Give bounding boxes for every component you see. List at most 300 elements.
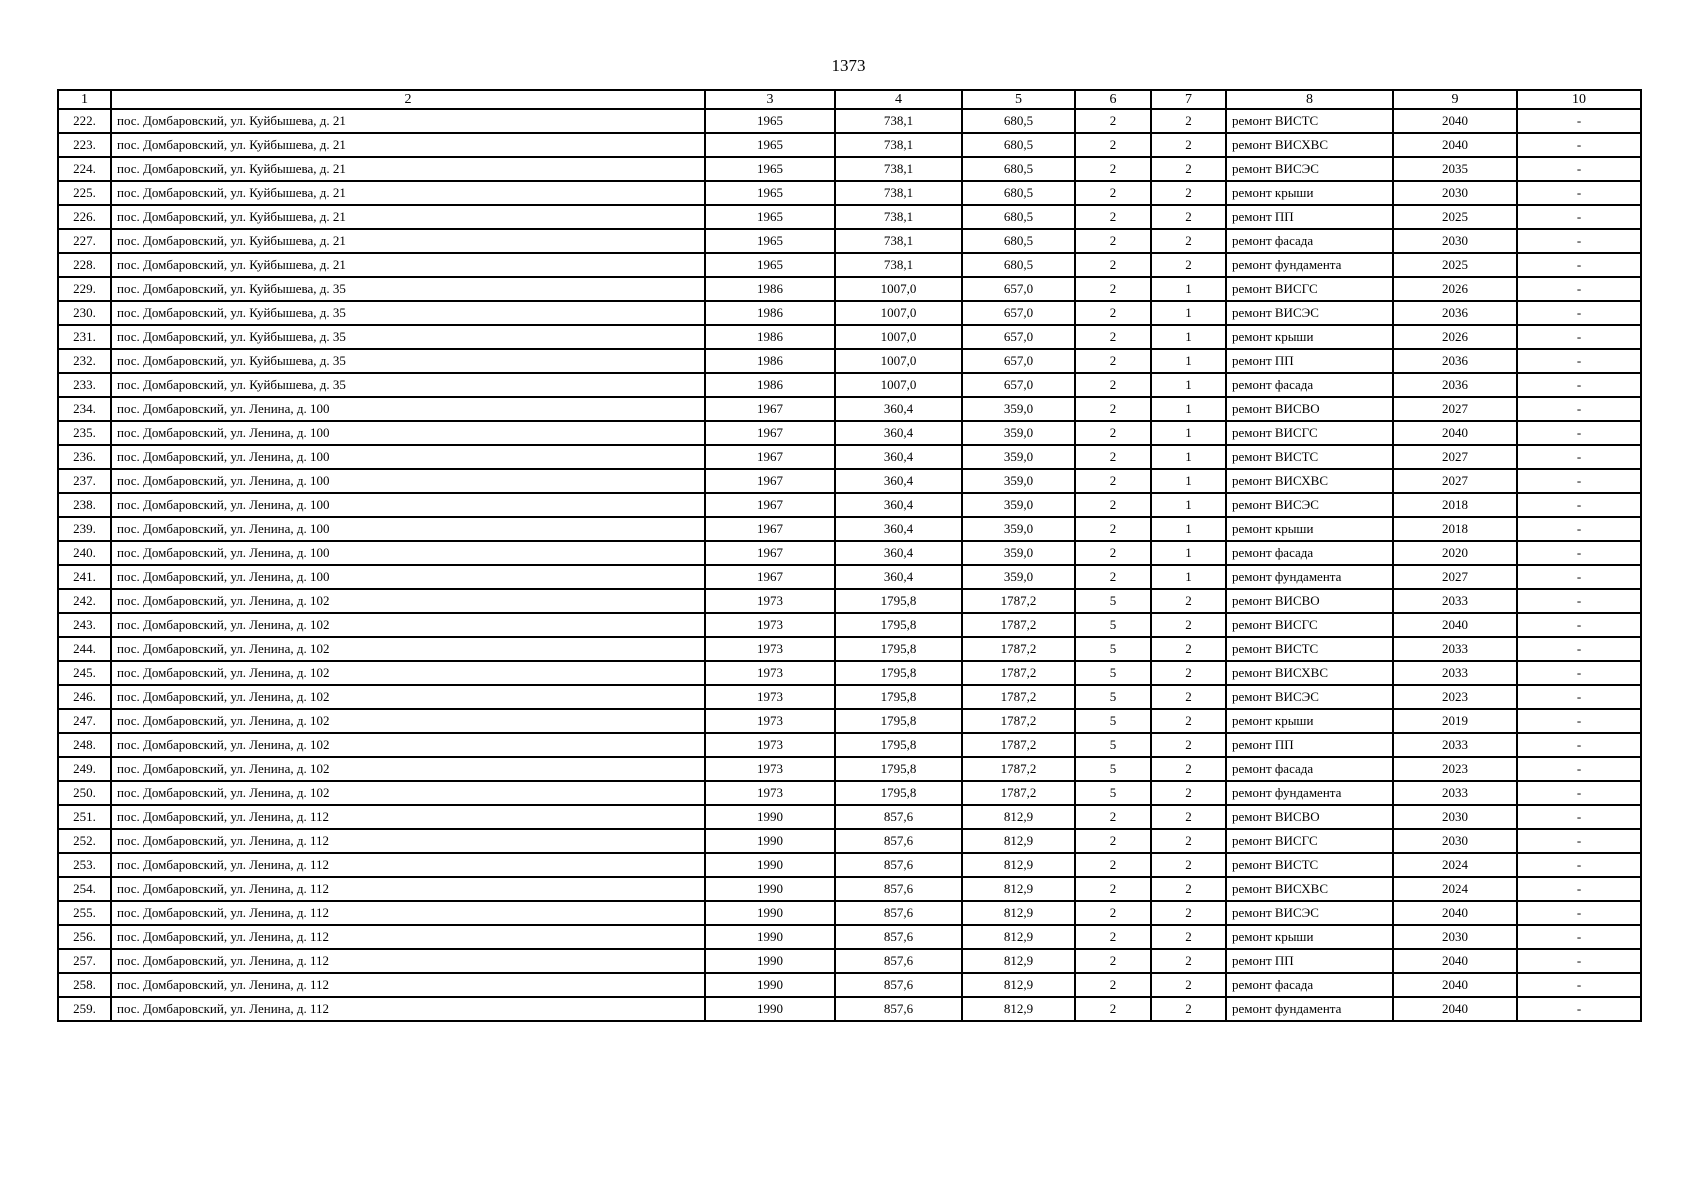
cell-work-type: ремонт фасада — [1226, 541, 1393, 565]
cell-living-area: 359,0 — [962, 541, 1075, 565]
cell-note: - — [1517, 709, 1641, 733]
cell-note: - — [1517, 757, 1641, 781]
cell-build-year: 1967 — [705, 565, 835, 589]
cell-entrances: 2 — [1151, 973, 1226, 997]
cell-work-type: ремонт фундамента — [1226, 997, 1393, 1021]
cell-build-year: 1967 — [705, 469, 835, 493]
cell-note: - — [1517, 877, 1641, 901]
table-row — [58, 997, 1641, 1021]
cell-planned-year: 2023 — [1393, 685, 1517, 709]
cell-address: пос. Домбаровский, ул. Ленина, д. 102 — [111, 709, 705, 733]
cell-work-type: ремонт ВИСГС — [1226, 829, 1393, 853]
cell-planned-year: 2030 — [1393, 805, 1517, 829]
cell-planned-year: 2019 — [1393, 709, 1517, 733]
cell-build-year: 1967 — [705, 445, 835, 469]
cell-row-number: 224. — [58, 157, 111, 181]
cell-total-area: 738,1 — [835, 157, 962, 181]
cell-work-type: ремонт ВИСЭС — [1226, 901, 1393, 925]
cell-note: - — [1517, 277, 1641, 301]
column-header-1: 1 — [58, 90, 111, 109]
cell-living-area: 657,0 — [962, 325, 1075, 349]
cell-build-year: 1973 — [705, 613, 835, 637]
cell-total-area: 1795,8 — [835, 757, 962, 781]
cell-row-number: 229. — [58, 277, 111, 301]
cell-planned-year: 2040 — [1393, 421, 1517, 445]
cell-note: - — [1517, 853, 1641, 877]
cell-work-type: ремонт ВИСХВС — [1226, 469, 1393, 493]
table-row — [58, 229, 1641, 253]
cell-note: - — [1517, 661, 1641, 685]
cell-note: - — [1517, 325, 1641, 349]
cell-row-number: 244. — [58, 637, 111, 661]
cell-entrances: 1 — [1151, 301, 1226, 325]
cell-living-area: 657,0 — [962, 277, 1075, 301]
cell-work-type: ремонт ВИСЭС — [1226, 157, 1393, 181]
table-row — [58, 469, 1641, 493]
cell-build-year: 1967 — [705, 541, 835, 565]
cell-floors: 5 — [1075, 709, 1151, 733]
cell-floors: 2 — [1075, 853, 1151, 877]
cell-planned-year: 2040 — [1393, 901, 1517, 925]
cell-build-year: 1965 — [705, 157, 835, 181]
table-row — [58, 397, 1641, 421]
cell-living-area: 680,5 — [962, 109, 1075, 133]
cell-entrances: 2 — [1151, 685, 1226, 709]
cell-address: пос. Домбаровский, ул. Ленина, д. 102 — [111, 637, 705, 661]
cell-row-number: 226. — [58, 205, 111, 229]
table-row — [58, 133, 1641, 157]
cell-address: пос. Домбаровский, ул. Ленина, д. 112 — [111, 829, 705, 853]
cell-address: пос. Домбаровский, ул. Ленина, д. 102 — [111, 685, 705, 709]
table-row — [58, 541, 1641, 565]
cell-planned-year: 2025 — [1393, 253, 1517, 277]
cell-row-number: 251. — [58, 805, 111, 829]
cell-work-type: ремонт ПП — [1226, 205, 1393, 229]
cell-address: пос. Домбаровский, ул. Ленина, д. 112 — [111, 925, 705, 949]
cell-address: пос. Домбаровский, ул. Куйбышева, д. 21 — [111, 133, 705, 157]
cell-total-area: 1795,8 — [835, 613, 962, 637]
cell-entrances: 2 — [1151, 733, 1226, 757]
cell-work-type: ремонт ВИСТС — [1226, 637, 1393, 661]
cell-row-number: 228. — [58, 253, 111, 277]
cell-floors: 5 — [1075, 613, 1151, 637]
cell-total-area: 1795,8 — [835, 685, 962, 709]
cell-living-area: 359,0 — [962, 493, 1075, 517]
table-row — [58, 613, 1641, 637]
cell-address: пос. Домбаровский, ул. Куйбышева, д. 21 — [111, 157, 705, 181]
cell-work-type: ремонт крыши — [1226, 517, 1393, 541]
cell-planned-year: 2036 — [1393, 349, 1517, 373]
table-row — [58, 493, 1641, 517]
cell-total-area: 738,1 — [835, 133, 962, 157]
cell-build-year: 1965 — [705, 133, 835, 157]
cell-floors: 2 — [1075, 253, 1151, 277]
cell-build-year: 1973 — [705, 781, 835, 805]
table-row — [58, 973, 1641, 997]
cell-address: пос. Домбаровский, ул. Куйбышева, д. 35 — [111, 349, 705, 373]
cell-total-area: 1007,0 — [835, 373, 962, 397]
cell-row-number: 233. — [58, 373, 111, 397]
cell-address: пос. Домбаровский, ул. Ленина, д. 100 — [111, 421, 705, 445]
cell-build-year: 1986 — [705, 301, 835, 325]
cell-total-area: 738,1 — [835, 109, 962, 133]
cell-build-year: 1990 — [705, 925, 835, 949]
cell-build-year: 1973 — [705, 637, 835, 661]
cell-entrances: 1 — [1151, 445, 1226, 469]
cell-entrances: 1 — [1151, 373, 1226, 397]
cell-total-area: 857,6 — [835, 925, 962, 949]
cell-living-area: 680,5 — [962, 253, 1075, 277]
cell-build-year: 1965 — [705, 109, 835, 133]
cell-row-number: 231. — [58, 325, 111, 349]
cell-total-area: 857,6 — [835, 805, 962, 829]
cell-planned-year: 2030 — [1393, 181, 1517, 205]
cell-note: - — [1517, 685, 1641, 709]
cell-address: пос. Домбаровский, ул. Ленина, д. 112 — [111, 901, 705, 925]
cell-work-type: ремонт ВИСТС — [1226, 109, 1393, 133]
cell-planned-year: 2026 — [1393, 325, 1517, 349]
cell-living-area: 812,9 — [962, 901, 1075, 925]
cell-row-number: 235. — [58, 421, 111, 445]
cell-entrances: 1 — [1151, 541, 1226, 565]
cell-floors: 2 — [1075, 277, 1151, 301]
cell-work-type: ремонт ВИСВО — [1226, 805, 1393, 829]
cell-planned-year: 2027 — [1393, 565, 1517, 589]
cell-total-area: 857,6 — [835, 877, 962, 901]
cell-address: пос. Домбаровский, ул. Ленина, д. 112 — [111, 997, 705, 1021]
cell-entrances: 1 — [1151, 493, 1226, 517]
cell-floors: 2 — [1075, 949, 1151, 973]
cell-entrances: 1 — [1151, 397, 1226, 421]
table-row — [58, 517, 1641, 541]
cell-living-area: 657,0 — [962, 349, 1075, 373]
cell-entrances: 2 — [1151, 613, 1226, 637]
cell-floors: 2 — [1075, 973, 1151, 997]
cell-entrances: 2 — [1151, 853, 1226, 877]
cell-planned-year: 2025 — [1393, 205, 1517, 229]
table-row — [58, 661, 1641, 685]
cell-planned-year: 2040 — [1393, 109, 1517, 133]
cell-build-year: 1990 — [705, 805, 835, 829]
cell-note: - — [1517, 301, 1641, 325]
cell-floors: 2 — [1075, 517, 1151, 541]
cell-address: пос. Домбаровский, ул. Ленина, д. 102 — [111, 661, 705, 685]
cell-work-type: ремонт ВИСТС — [1226, 853, 1393, 877]
cell-row-number: 245. — [58, 661, 111, 685]
cell-entrances: 2 — [1151, 901, 1226, 925]
cell-work-type: ремонт фасада — [1226, 373, 1393, 397]
cell-entrances: 2 — [1151, 781, 1226, 805]
cell-work-type: ремонт крыши — [1226, 325, 1393, 349]
cell-total-area: 857,6 — [835, 973, 962, 997]
cell-build-year: 1986 — [705, 349, 835, 373]
cell-total-area: 1007,0 — [835, 277, 962, 301]
cell-work-type: ремонт крыши — [1226, 709, 1393, 733]
column-header-8: 8 — [1226, 90, 1393, 109]
cell-address: пос. Домбаровский, ул. Ленина, д. 100 — [111, 541, 705, 565]
cell-build-year: 1973 — [705, 589, 835, 613]
cell-floors: 2 — [1075, 301, 1151, 325]
table-row — [58, 325, 1641, 349]
cell-living-area: 812,9 — [962, 997, 1075, 1021]
cell-row-number: 258. — [58, 973, 111, 997]
column-header-5: 5 — [962, 90, 1075, 109]
table-row — [58, 205, 1641, 229]
cell-address: пос. Домбаровский, ул. Куйбышева, д. 21 — [111, 229, 705, 253]
cell-living-area: 812,9 — [962, 829, 1075, 853]
cell-planned-year: 2033 — [1393, 637, 1517, 661]
cell-entrances: 2 — [1151, 229, 1226, 253]
cell-planned-year: 2018 — [1393, 517, 1517, 541]
cell-build-year: 1990 — [705, 973, 835, 997]
cell-entrances: 1 — [1151, 565, 1226, 589]
cell-planned-year: 2040 — [1393, 133, 1517, 157]
cell-entrances: 1 — [1151, 349, 1226, 373]
cell-build-year: 1986 — [705, 325, 835, 349]
cell-note: - — [1517, 469, 1641, 493]
cell-entrances: 1 — [1151, 469, 1226, 493]
cell-total-area: 857,6 — [835, 949, 962, 973]
table-row — [58, 301, 1641, 325]
cell-work-type: ремонт ВИСХВС — [1226, 661, 1393, 685]
cell-work-type: ремонт ПП — [1226, 733, 1393, 757]
table-row — [58, 373, 1641, 397]
cell-note: - — [1517, 781, 1641, 805]
cell-planned-year: 2040 — [1393, 613, 1517, 637]
cell-total-area: 1795,8 — [835, 733, 962, 757]
cell-address: пос. Домбаровский, ул. Ленина, д. 102 — [111, 781, 705, 805]
cell-living-area: 657,0 — [962, 301, 1075, 325]
table-row — [58, 157, 1641, 181]
table-row — [58, 805, 1641, 829]
cell-note: - — [1517, 421, 1641, 445]
cell-row-number: 259. — [58, 997, 111, 1021]
table-row — [58, 925, 1641, 949]
cell-note: - — [1517, 493, 1641, 517]
cell-entrances: 2 — [1151, 157, 1226, 181]
cell-total-area: 360,4 — [835, 541, 962, 565]
cell-living-area: 1787,2 — [962, 613, 1075, 637]
cell-living-area: 359,0 — [962, 445, 1075, 469]
cell-total-area: 1007,0 — [835, 349, 962, 373]
cell-address: пос. Домбаровский, ул. Куйбышева, д. 35 — [111, 301, 705, 325]
cell-entrances: 2 — [1151, 253, 1226, 277]
cell-build-year: 1990 — [705, 853, 835, 877]
cell-floors: 2 — [1075, 565, 1151, 589]
cell-note: - — [1517, 205, 1641, 229]
cell-living-area: 359,0 — [962, 397, 1075, 421]
cell-living-area: 680,5 — [962, 229, 1075, 253]
cell-work-type: ремонт фундамента — [1226, 565, 1393, 589]
cell-entrances: 2 — [1151, 709, 1226, 733]
cell-address: пос. Домбаровский, ул. Куйбышева, д. 35 — [111, 373, 705, 397]
cell-address: пос. Домбаровский, ул. Ленина, д. 112 — [111, 949, 705, 973]
cell-address: пос. Домбаровский, ул. Ленина, д. 102 — [111, 757, 705, 781]
cell-address: пос. Домбаровский, ул. Ленина, д. 100 — [111, 493, 705, 517]
cell-row-number: 240. — [58, 541, 111, 565]
table-row — [58, 733, 1641, 757]
cell-row-number: 253. — [58, 853, 111, 877]
cell-build-year: 1965 — [705, 205, 835, 229]
cell-entrances: 2 — [1151, 109, 1226, 133]
cell-total-area: 857,6 — [835, 853, 962, 877]
cell-row-number: 236. — [58, 445, 111, 469]
cell-total-area: 1795,8 — [835, 661, 962, 685]
cell-work-type: ремонт ВИСТС — [1226, 445, 1393, 469]
cell-total-area: 857,6 — [835, 829, 962, 853]
cell-living-area: 1787,2 — [962, 733, 1075, 757]
cell-living-area: 812,9 — [962, 949, 1075, 973]
cell-row-number: 238. — [58, 493, 111, 517]
cell-work-type: ремонт ПП — [1226, 949, 1393, 973]
cell-build-year: 1967 — [705, 493, 835, 517]
table-row — [58, 949, 1641, 973]
cell-row-number: 252. — [58, 829, 111, 853]
cell-planned-year: 2036 — [1393, 301, 1517, 325]
cell-total-area: 1007,0 — [835, 325, 962, 349]
cell-entrances: 2 — [1151, 757, 1226, 781]
page-number: 1373 — [831, 56, 866, 75]
cell-note: - — [1517, 109, 1641, 133]
cell-note: - — [1517, 973, 1641, 997]
cell-planned-year: 2040 — [1393, 997, 1517, 1021]
cell-floors: 2 — [1075, 445, 1151, 469]
cell-note: - — [1517, 229, 1641, 253]
cell-total-area: 360,4 — [835, 445, 962, 469]
cell-planned-year: 2033 — [1393, 781, 1517, 805]
cell-entrances: 2 — [1151, 133, 1226, 157]
column-header-2: 2 — [111, 90, 705, 109]
cell-entrances: 2 — [1151, 829, 1226, 853]
cell-floors: 2 — [1075, 805, 1151, 829]
cell-floors: 5 — [1075, 589, 1151, 613]
cell-note: - — [1517, 445, 1641, 469]
cell-address: пос. Домбаровский, ул. Куйбышева, д. 21 — [111, 205, 705, 229]
cell-row-number: 243. — [58, 613, 111, 637]
cell-total-area: 1795,8 — [835, 589, 962, 613]
cell-row-number: 223. — [58, 133, 111, 157]
cell-floors: 2 — [1075, 469, 1151, 493]
cell-row-number: 248. — [58, 733, 111, 757]
cell-row-number: 246. — [58, 685, 111, 709]
cell-living-area: 359,0 — [962, 517, 1075, 541]
table-row — [58, 853, 1641, 877]
cell-floors: 2 — [1075, 397, 1151, 421]
cell-total-area: 738,1 — [835, 253, 962, 277]
cell-planned-year: 2036 — [1393, 373, 1517, 397]
cell-floors: 2 — [1075, 229, 1151, 253]
cell-living-area: 1787,2 — [962, 637, 1075, 661]
cell-floors: 2 — [1075, 325, 1151, 349]
cell-work-type: ремонт ВИСГС — [1226, 277, 1393, 301]
cell-row-number: 239. — [58, 517, 111, 541]
cell-note: - — [1517, 613, 1641, 637]
table-row — [58, 253, 1641, 277]
cell-floors: 2 — [1075, 349, 1151, 373]
cell-planned-year: 2024 — [1393, 877, 1517, 901]
table-row — [58, 589, 1641, 613]
table-row — [58, 421, 1641, 445]
cell-living-area: 680,5 — [962, 205, 1075, 229]
cell-address: пос. Домбаровский, ул. Ленина, д. 100 — [111, 469, 705, 493]
cell-address: пос. Домбаровский, ул. Ленина, д. 102 — [111, 733, 705, 757]
cell-build-year: 1965 — [705, 181, 835, 205]
table-row — [58, 349, 1641, 373]
cell-entrances: 2 — [1151, 637, 1226, 661]
cell-row-number: 257. — [58, 949, 111, 973]
cell-total-area: 857,6 — [835, 901, 962, 925]
cell-work-type: ремонт фасада — [1226, 229, 1393, 253]
cell-planned-year: 2040 — [1393, 949, 1517, 973]
cell-build-year: 1990 — [705, 901, 835, 925]
cell-entrances: 2 — [1151, 661, 1226, 685]
cell-total-area: 360,4 — [835, 565, 962, 589]
cell-work-type: ремонт ВИСВО — [1226, 589, 1393, 613]
table-row — [58, 181, 1641, 205]
cell-floors: 5 — [1075, 661, 1151, 685]
table-row — [58, 877, 1641, 901]
cell-work-type: ремонт крыши — [1226, 925, 1393, 949]
cell-address: пос. Домбаровский, ул. Ленина, д. 100 — [111, 565, 705, 589]
cell-entrances: 1 — [1151, 277, 1226, 301]
cell-entrances: 2 — [1151, 205, 1226, 229]
cell-entrances: 2 — [1151, 997, 1226, 1021]
cell-build-year: 1965 — [705, 229, 835, 253]
cell-row-number: 247. — [58, 709, 111, 733]
cell-row-number: 254. — [58, 877, 111, 901]
cell-planned-year: 2033 — [1393, 661, 1517, 685]
table-row — [58, 685, 1641, 709]
cell-row-number: 241. — [58, 565, 111, 589]
cell-entrances: 1 — [1151, 421, 1226, 445]
cell-address: пос. Домбаровский, ул. Куйбышева, д. 35 — [111, 277, 705, 301]
cell-build-year: 1990 — [705, 829, 835, 853]
cell-build-year: 1986 — [705, 373, 835, 397]
cell-work-type: ремонт ВИСГС — [1226, 613, 1393, 637]
cell-build-year: 1973 — [705, 709, 835, 733]
cell-total-area: 738,1 — [835, 205, 962, 229]
cell-entrances: 2 — [1151, 589, 1226, 613]
cell-note: - — [1517, 949, 1641, 973]
cell-note: - — [1517, 565, 1641, 589]
table-row — [58, 757, 1641, 781]
cell-living-area: 812,9 — [962, 853, 1075, 877]
table-row — [58, 109, 1641, 133]
cell-note: - — [1517, 637, 1641, 661]
cell-planned-year: 2040 — [1393, 973, 1517, 997]
cell-living-area: 359,0 — [962, 565, 1075, 589]
cell-note: - — [1517, 253, 1641, 277]
cell-planned-year: 2023 — [1393, 757, 1517, 781]
cell-address: пос. Домбаровский, ул. Ленина, д. 100 — [111, 445, 705, 469]
cell-living-area: 812,9 — [962, 805, 1075, 829]
cell-planned-year: 2027 — [1393, 469, 1517, 493]
cell-work-type: ремонт ВИСЭС — [1226, 301, 1393, 325]
table-body — [58, 109, 1641, 1021]
cell-note: - — [1517, 397, 1641, 421]
cell-living-area: 680,5 — [962, 157, 1075, 181]
cell-entrances: 2 — [1151, 925, 1226, 949]
cell-work-type: ремонт ВИСГС — [1226, 421, 1393, 445]
cell-build-year: 1967 — [705, 517, 835, 541]
cell-note: - — [1517, 829, 1641, 853]
cell-row-number: 237. — [58, 469, 111, 493]
cell-address: пос. Домбаровский, ул. Ленина, д. 100 — [111, 517, 705, 541]
column-header-6: 6 — [1075, 90, 1151, 109]
cell-address: пос. Домбаровский, ул. Ленина, д. 112 — [111, 973, 705, 997]
cell-address: пос. Домбаровский, ул. Ленина, д. 102 — [111, 589, 705, 613]
cell-total-area: 1007,0 — [835, 301, 962, 325]
